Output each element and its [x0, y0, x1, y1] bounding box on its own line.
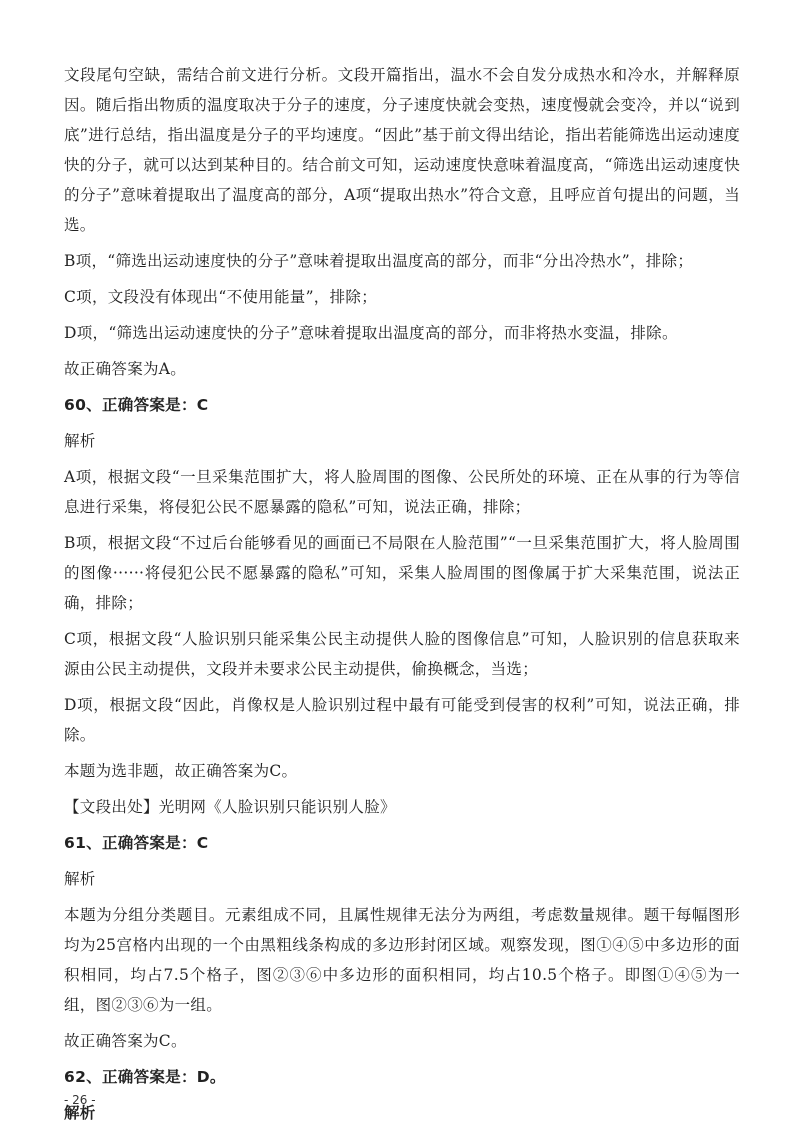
answer-heading-61: 61、正确答案是：C	[64, 834, 209, 852]
paragraph-q59-option-b: B项，“筛选出运动速度快的分子”意味着提取出温度高的部分，而非“分出冷热水”，排除；	[64, 252, 694, 270]
paragraph-q59-analysis: 文段尾句空缺，需结合前文进行分析。文段开篇指出，温水不会自发分成热水和冷水，并解释原因。随后指出物质的温度取决于分子的速度，分子速度快就会变热，速度慢就会变冷，并以“说到底”进行总结，指出温度是分子的平均速度。“因此”基于前文得出结论，指出若能筛选出运动速度快的分子，就可以达到某种目的。结合前文可知，运动速度快意味着温度高，“筛选出运动速度快的分子”意味着提取出了温度高的部分，A项“提取出热水”符合文意，且呼应首句提出的问题，当选。	[64, 66, 740, 234]
analysis-label-62: 解析	[64, 1104, 96, 1122]
answer-heading-60: 60、正确答案是：C	[64, 396, 209, 414]
paragraph-q61-conclusion: 故正确答案为C。	[64, 1032, 187, 1050]
paragraph-q59-option-d: D项，“筛选出运动速度快的分子”意味着提取出温度高的部分，而非将热水变温，排除。	[64, 324, 678, 342]
paragraph-q60-option-b: B项，根据文段“不过后台能够看见的画面已不局限在人脸范围”“一旦采集范围扩大，将人脸周围的图像······将侵犯公民不愿暴露的隐私”可知，采集人脸周围的图像属于扩大采集范围，说法正确，排除；	[64, 534, 740, 612]
answer-heading-62: 62、正确答案是：D。	[64, 1068, 226, 1086]
analysis-label-61: 解析	[64, 870, 96, 888]
analysis-label-60: 解析	[64, 432, 96, 450]
paragraph-q60-conclusion: 本题为选非题，故正确答案为C。	[64, 762, 298, 780]
paragraph-q59-conclusion: 故正确答案为A。	[64, 360, 187, 378]
paragraph-q61-analysis: 本题为分组分类题目。元素组成不同，且属性规律无法分为两组，考虑数量规律。题干每幅图形均为25宫格内出现的一个由黑粗线条构成的多边形封闭区域。观察发现，图①④⑤中多边形的面积相同，均占7.5个格子，图②③⑥中多边形的面积相同，均占10.5个格子。即图①④⑤为一组，图②③⑥为一组。	[64, 906, 740, 1014]
page-number: - 26 -	[64, 1093, 96, 1107]
paragraph-q59-option-c: C项，文段没有体现出“不使用能量”，排除；	[64, 288, 378, 306]
paragraph-q60-option-c: C项，根据文段“人脸识别只能采集公民主动提供人脸的图像信息”可知，人脸识别的信息获取来源由公民主动提供，文段并未要求公民主动提供，偷换概念，当选；	[64, 630, 740, 678]
paragraph-q60-option-a: A项，根据文段“一旦采集范围扩大，将人脸周围的图像、公民所处的环境、正在从事的行为等信息进行采集，将侵犯公民不愿暴露的隐私”可知，说法正确，排除；	[64, 468, 740, 516]
page-content	[64, 60, 740, 1134]
paragraph-q60-option-d: D项，根据文段“因此，肖像权是人脸识别过程中最有可能受到侵害的权利”可知，说法正确，排除。	[64, 696, 740, 744]
paragraph-q60-source: 【文段出处】光明网《人脸识别只能识别人脸》	[64, 798, 396, 816]
